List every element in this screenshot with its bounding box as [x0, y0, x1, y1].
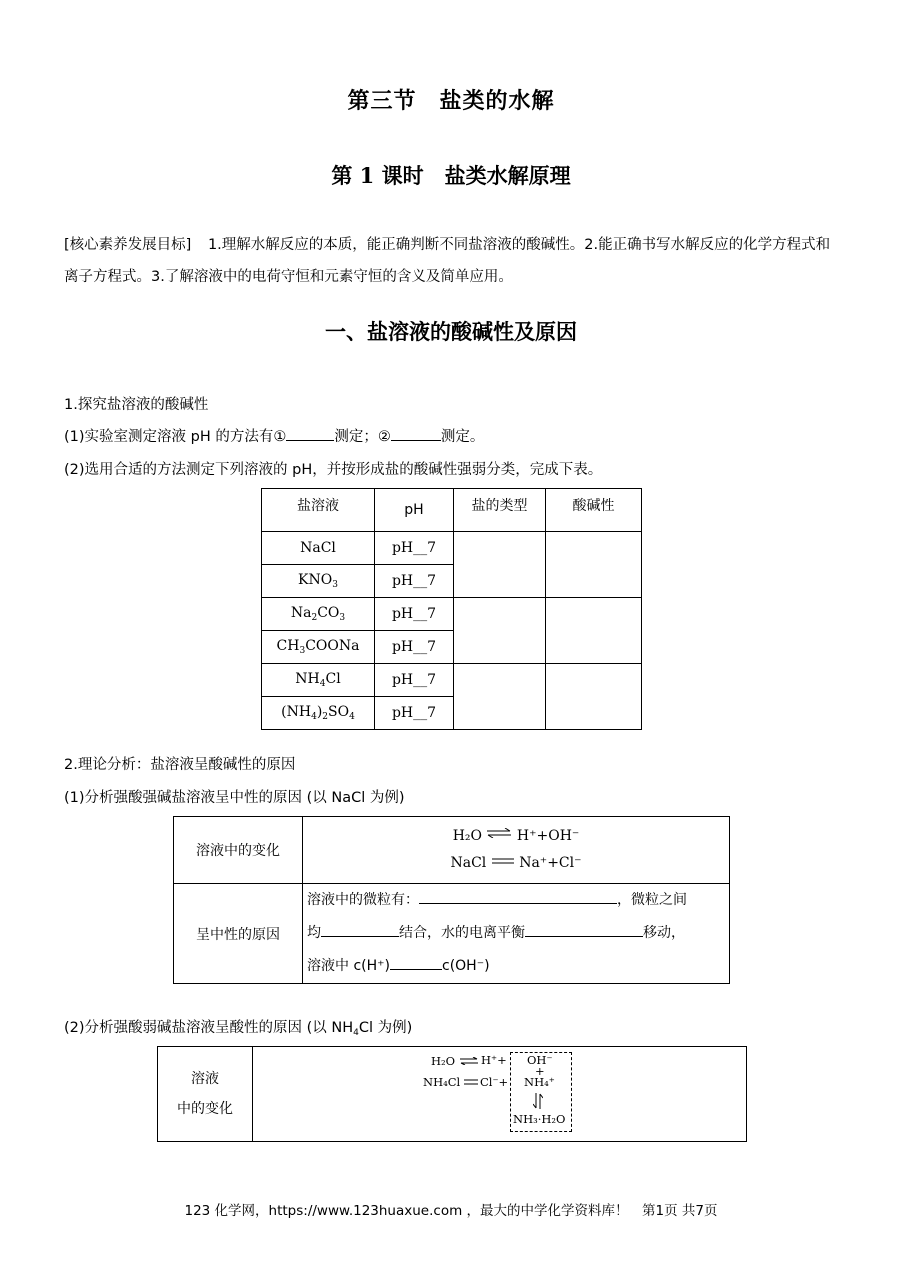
- ph-cell[interactable]: pH__7: [375, 664, 454, 697]
- ph-cell[interactable]: pH__7: [375, 598, 454, 631]
- q1-text-a: (1)实验室测定溶液 pH 的方法有①: [64, 429, 287, 445]
- neutral-reason-content: 溶液中的微粒有： ，微粒之间 均 结合，水的电离平衡 移动， 溶液中 c(H⁺) c(OH⁻): [303, 884, 730, 984]
- salt-type-cell[interactable]: [454, 664, 546, 730]
- ph-cell[interactable]: pH__7: [375, 697, 454, 730]
- nh4cl-hydrolysis-diagram: H₂O H⁺+ NH₄Cl Cl⁻+ OH⁻ + NH₄⁺ NH₃·H₂O: [253, 1047, 747, 1142]
- salt-ph-table: [261, 488, 642, 730]
- nh4cl-analysis-table: [157, 1046, 747, 1142]
- objectives-text: 1.理解水解反应的本质，能正确判断不同盐溶液的酸碱性。2.能正确书写水解反应的化学方程式和离子方程式。3.了解溶液中的电荷守恒和元素守恒的含义及简单应用。: [64, 237, 831, 285]
- q1-text-c: 测定。: [440, 429, 485, 445]
- answer-blank[interactable]: [391, 426, 441, 441]
- section-title: 第三节 盐类的水解: [347, 88, 555, 114]
- salt-nacl: NaCl: [262, 532, 375, 565]
- core-objectives: [64, 229, 844, 293]
- nacl-analysis-table: [173, 816, 730, 984]
- salt-na2co3: $Na_2CO_3$: [262, 598, 375, 631]
- equilibrium-arrow-icon: [459, 1057, 479, 1065]
- answer-blank[interactable]: [419, 889, 617, 904]
- s2-question-2: (2)分析强酸弱碱盐溶液呈酸性的原因 (以 $NH_4Cl$ 为例): [64, 1020, 413, 1038]
- salt-type-cell[interactable]: [454, 598, 546, 664]
- equilibrium-arrow-icon: [486, 828, 512, 838]
- page-footer: 123 化学网，https://www.123huaxue.com ，最大的中学化学资料库！ 第1页 共7页: [184, 1203, 718, 1219]
- s1-question-1: [64, 425, 484, 446]
- acidity-cell[interactable]: [546, 664, 642, 730]
- row-label-changes: 溶液中的变化: [174, 817, 303, 884]
- part1-title: 一、盐溶液的酸碱性及原因: [325, 319, 577, 344]
- answer-blank[interactable]: [390, 955, 442, 970]
- nacl-equations: [303, 817, 730, 884]
- answer-blank[interactable]: [525, 922, 643, 937]
- answer-blank[interactable]: [321, 922, 399, 937]
- header-salt-solution: 盐溶液: [262, 489, 375, 532]
- lesson-title: 第 1 课时 盐类水解原理: [331, 163, 571, 188]
- s1-question-2: (2)选用合适的方法测定下列溶液的 pH，并按形成盐的酸碱性强弱分类，完成下表。: [64, 462, 603, 478]
- acidity-cell[interactable]: [546, 598, 642, 664]
- salt-nh4cl: $NH_4Cl$: [262, 664, 375, 697]
- equals-arrow-icon: [491, 857, 515, 865]
- row-label-changes: 溶液 中的变化: [158, 1047, 253, 1142]
- equals-arrow-icon: [463, 1078, 479, 1086]
- salt-type-cell[interactable]: [454, 532, 546, 598]
- header-ph: pH: [375, 489, 454, 532]
- row-label-neutral-reason: 呈中性的原因: [174, 884, 303, 984]
- salt-kno3: $KNO_3$: [262, 565, 375, 598]
- answer-blank[interactable]: [286, 426, 334, 441]
- acidity-cell[interactable]: [546, 532, 642, 598]
- s2-question-1: (1)分析强酸强碱盐溶液呈中性的原因 (以 NaCl 为例): [64, 790, 405, 806]
- q1-text-b: 测定；②: [334, 429, 391, 445]
- objectives-label: [核心素养发展目标]: [64, 237, 192, 253]
- header-acidity: 酸碱性: [546, 489, 642, 532]
- salt-ch3coona: $CH_3COONa$: [262, 631, 375, 664]
- vertical-equilibrium-arrow-icon: [533, 1092, 543, 1110]
- nacl-dissociation-equation: NaCl Na⁺+Cl⁻: [450, 855, 582, 871]
- ph-cell[interactable]: pH__7: [375, 532, 454, 565]
- s2-heading: 2.理论分析：盐溶液呈酸碱性的原因: [64, 757, 296, 773]
- s1-heading: 1.探究盐溶液的酸碱性: [64, 397, 209, 413]
- ph-cell[interactable]: pH__7: [375, 631, 454, 664]
- salt-nh42so4: $(NH_4)_2SO_4$: [262, 697, 375, 730]
- water-ionization-equation: H₂O H⁺+OH⁻: [452, 828, 580, 844]
- header-salt-type: 盐的类型: [454, 489, 546, 532]
- ph-cell[interactable]: pH__7: [375, 565, 454, 598]
